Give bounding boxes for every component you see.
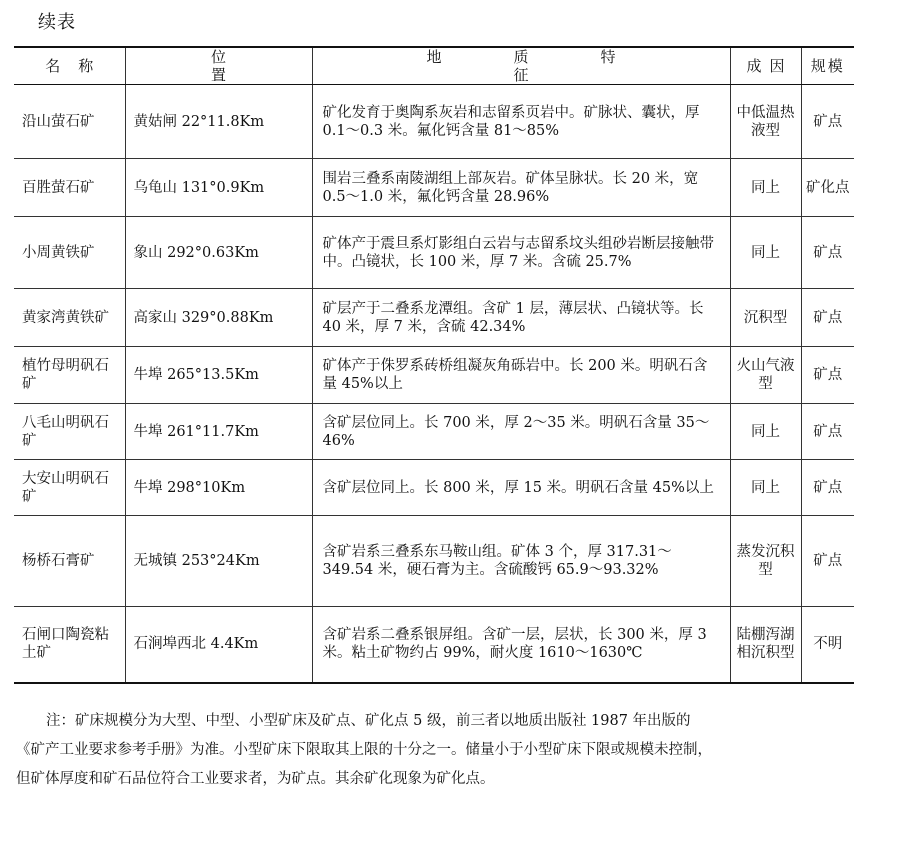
cell-name: 大安山明矾石矿 bbox=[14, 460, 125, 516]
footnote-line: 但矿体厚度和矿石品位符合工业要求者，为矿点。其余矿化现象为矿化点。 bbox=[16, 771, 495, 787]
table-row bbox=[14, 347, 854, 404]
cell-name: 百胜萤石矿 bbox=[14, 159, 125, 217]
continued-table-title: 续表 bbox=[38, 12, 76, 33]
cell-scale: 矿点 bbox=[801, 460, 854, 516]
cell-scale: 不明 bbox=[801, 607, 854, 683]
table-row bbox=[14, 607, 854, 683]
header-cause: 成因 bbox=[730, 47, 801, 85]
cell-cause: 同上 bbox=[730, 460, 801, 516]
header-features: 地质特征 bbox=[312, 47, 730, 85]
cell-cause: 同上 bbox=[730, 217, 801, 289]
cell-features: 矿化发育于奥陶系灰岩和志留系页岩中。矿脉状、囊状，厚 0.1～0.3 米。氟化钙含量 81～85% bbox=[312, 85, 730, 159]
table-row bbox=[14, 289, 854, 347]
header-name: 名称 bbox=[14, 47, 125, 85]
cell-features: 含矿层位同上。长 800 米，厚 15 米。明矾石含量 45%以上 bbox=[312, 460, 730, 516]
cell-cause: 同上 bbox=[730, 404, 801, 460]
header-scale: 规模 bbox=[801, 47, 854, 85]
cell-scale: 矿点 bbox=[801, 217, 854, 289]
footnote-line: 注：矿床规模分为大型、中型、小型矿床及矿点、矿化点 5 级，前三者以地质出版社 1987 年出版的 bbox=[46, 713, 691, 729]
table-header-row bbox=[14, 47, 854, 85]
cell-features: 含矿岩系三叠系东马鞍山组。矿体 3 个，厚 317.31～349.54 米，硬石膏为主。含硫酸钙 65.9～93.32% bbox=[312, 516, 730, 607]
cell-scale: 矿点 bbox=[801, 85, 854, 159]
cell-position: 象山 292°0.63Km bbox=[125, 217, 312, 289]
cell-features: 含矿层位同上。长 700 米，厚 2～35 米。明矾石含量 35～46% bbox=[312, 404, 730, 460]
cell-name: 黄家湾黄铁矿 bbox=[14, 289, 125, 347]
cell-features: 矿层产于二叠系龙潭组。含矿 1 层，薄层状、凸镜状等。长 40 米，厚 7 米，含硫 42.34% bbox=[312, 289, 730, 347]
cell-cause: 陆棚泻湖相沉积型 bbox=[730, 607, 801, 683]
table-row bbox=[14, 516, 854, 607]
cell-name: 杨桥石膏矿 bbox=[14, 516, 125, 607]
cell-position: 黄姑闸 22°11.8Km bbox=[125, 85, 312, 159]
cell-cause: 火山气液型 bbox=[730, 347, 801, 404]
table-footnote bbox=[16, 707, 876, 794]
cell-scale: 矿点 bbox=[801, 516, 854, 607]
table-row bbox=[14, 159, 854, 217]
footnote-line: 《矿产工业要求参考手册》为准。小型矿床下限取其上限的十分之一。储量小于小型矿床下限或规模未控制， bbox=[16, 742, 712, 758]
cell-cause: 蒸发沉积型 bbox=[730, 516, 801, 607]
cell-position: 牛埠 265°13.5Km bbox=[125, 347, 312, 404]
cell-position: 高家山 329°0.88Km bbox=[125, 289, 312, 347]
cell-position: 牛埠 261°11.7Km bbox=[125, 404, 312, 460]
cell-position: 牛埠 298°10Km bbox=[125, 460, 312, 516]
cell-cause: 同上 bbox=[730, 159, 801, 217]
cell-name: 沿山萤石矿 bbox=[14, 85, 125, 159]
cell-name: 石闸口陶瓷粘土矿 bbox=[14, 607, 125, 683]
cell-scale: 矿点 bbox=[801, 289, 854, 347]
table-row bbox=[14, 460, 854, 516]
table-row bbox=[14, 217, 854, 289]
cell-features: 含矿岩系二叠系银屏组。含矿一层，层状，长 300 米，厚 3 米。粘土矿物约占 99%，耐火度 1610～1630℃ bbox=[312, 607, 730, 683]
cell-name: 植竹母明矾石矿 bbox=[14, 347, 125, 404]
cell-name: 八毛山明矾石矿 bbox=[14, 404, 125, 460]
cell-position: 无城镇 253°24Km bbox=[125, 516, 312, 607]
cell-position: 石涧埠西北 4.4Km bbox=[125, 607, 312, 683]
mineral-deposit-table bbox=[14, 46, 854, 684]
cell-features: 矿体产于侏罗系砖桥组凝灰角砾岩中。长 200 米。明矾石含量 45%以上 bbox=[312, 347, 730, 404]
cell-cause: 沉积型 bbox=[730, 289, 801, 347]
cell-position: 乌龟山 131°0.9Km bbox=[125, 159, 312, 217]
cell-features: 矿体产于震旦系灯影组白云岩与志留系坟头组砂岩断层接触带中。凸镜状，长 100 米，厚 7 米。含硫 25.7% bbox=[312, 217, 730, 289]
table-row bbox=[14, 85, 854, 159]
cell-cause: 中低温热液型 bbox=[730, 85, 801, 159]
cell-scale: 矿点 bbox=[801, 404, 854, 460]
table-row bbox=[14, 404, 854, 460]
cell-features: 围岩三叠系南陵湖组上部灰岩。矿体呈脉状。长 20 米，宽 0.5～1.0 米，氟化钙含量 28.96% bbox=[312, 159, 730, 217]
cell-name: 小周黄铁矿 bbox=[14, 217, 125, 289]
cell-scale: 矿点 bbox=[801, 347, 854, 404]
header-position: 位置 bbox=[125, 47, 312, 85]
cell-scale: 矿化点 bbox=[801, 159, 854, 217]
